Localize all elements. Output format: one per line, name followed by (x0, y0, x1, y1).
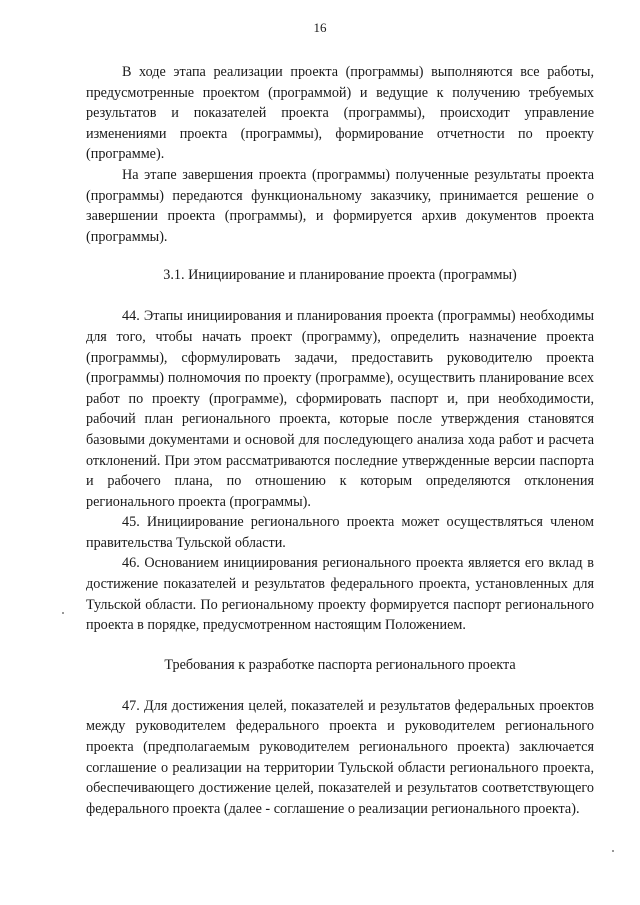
paragraph-46: 46. Основанием инициирования регионального проекта является его вклад в достижение показателей и результатов федерального проекта, установленных для Тульской области. По региональному проекту формируется паспорт регионального проекта в порядке, предусмотренном настоящим Положением. (86, 555, 594, 634)
paragraph-implementation-stage: В ходе этапа реализации проекта (программы) выполняются все работы, предусмотренные проектом (программой) и ведущие к получению требуемых результатов и показателей проекта (программы), происходит управление изменениями проекта (программы), формирование отчетности по проекту (программе). (86, 64, 594, 163)
scan-speck (62, 612, 64, 614)
page-number: 16 (313, 20, 327, 35)
paragraph-44: 44. Этапы инициирования и планирования проекта (программы) необходимы для того, чтобы начать проект (программу), определить назначение проекта (программы), сформулировать задачи, предоставить руководителю проекта (программы) полномочия по проекту (программе), осуществить планирование всех работ по проекту (программе), сформировать паспорт и, при необходимости, рабочий план регионального проекта, которые после утверждения становятся базовыми документами и основой для последующего анализа хода работ и расчета отклонений. При этом рассматриваются последние утвержденные версии паспорта и рабочего плана, по отношению к которым определяются отклонения регионального проекта (программы). (86, 308, 594, 510)
paragraph-45: 45. Инициирование регионального проекта может осуществляться членом правительства Тульской области. (86, 514, 594, 551)
document-body (86, 62, 594, 819)
section-heading: 3.1. Инициирование и планирование проекта (программы) (163, 267, 517, 284)
paragraph-47: 47. Для достижения целей, показателей и результатов федеральных проектов между руководителем федерального проекта и руководителем регионального проекта (предполагаемым руководителем регионального проекта) заключается соглашение о реализации на территории Тульской области регионального проекта, обеспечивающего достижение целей, показателей и результатов соответствующего федерального проекта (далее - соглашение о реализации регионального проекта). (86, 697, 594, 817)
subheading-passport-requirements: Требования к разработке паспорта регионального проекта (164, 656, 516, 673)
paragraph-completion-stage: На этапе завершения проекта (программы) полученные результаты проекта (программы) передаются функциональному заказчику, принимается решение о завершении проекта (программы), и формируется архив документов проекта (программы). (86, 166, 594, 245)
scan-speck (612, 850, 614, 852)
